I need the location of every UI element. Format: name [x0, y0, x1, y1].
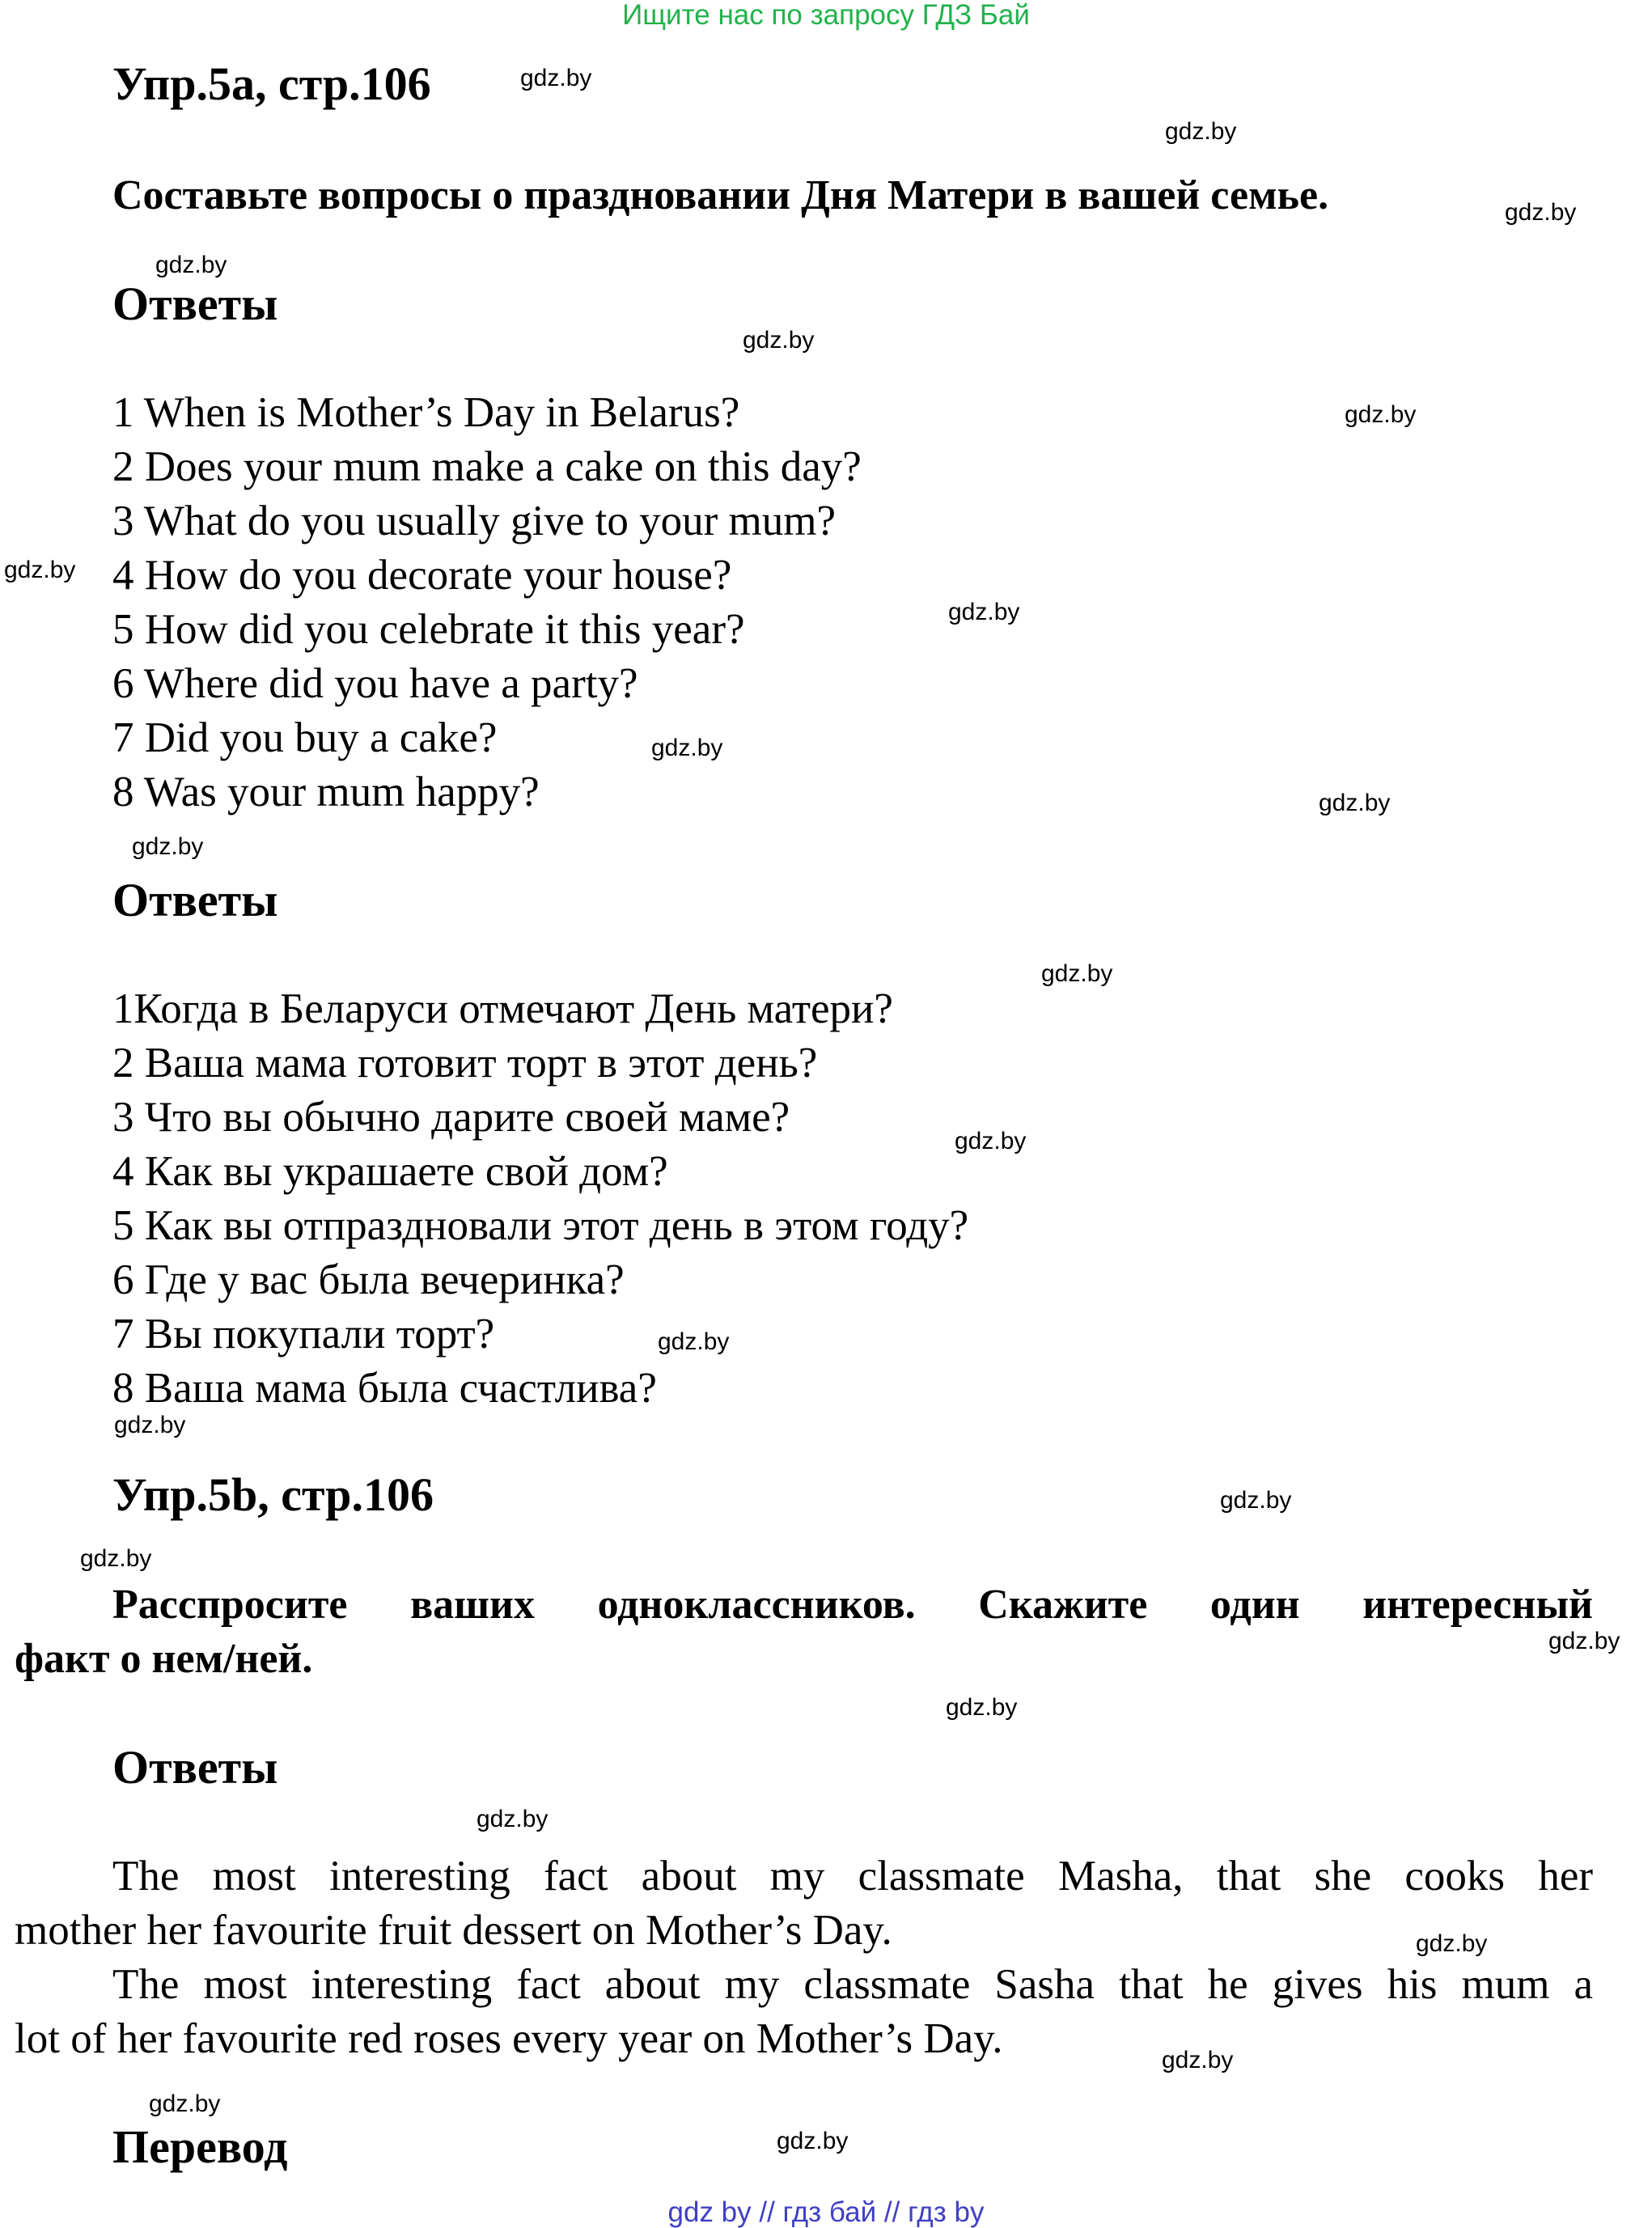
translation-line-1: 1Когда в Беларуси отмечают День матери? — [112, 985, 893, 1032]
exercise-5a-title: Упр.5a, стр.106 — [112, 57, 431, 110]
watermark: gdz.by — [149, 2090, 221, 2117]
answer-line-1: 1 When is Mother’s Day in Belarus? — [112, 389, 740, 436]
exercise-5b-title: Упр.5b, стр.106 — [112, 1468, 434, 1521]
translation-line-8: 8 Ваша мама была счастлива? — [112, 1365, 657, 1412]
watermark: gdz.by — [80, 1545, 152, 1572]
watermark: gdz.by — [4, 557, 76, 583]
translation-line-5: 5 Как вы отпраздновали этот день в этом году? — [112, 1202, 969, 1249]
exercise-5b-instruction-line-2: факт о нем/ней. — [15, 1636, 313, 1682]
paragraph-2-line-1: The most interesting fact about my classmate Sasha that he gives his mum a — [112, 1961, 1593, 2008]
answer-line-6: 6 Where did you have a party? — [112, 660, 638, 707]
watermark: gdz.by — [1345, 401, 1417, 428]
translation-line-7: 7 Вы покупали торт? — [112, 1311, 495, 1358]
answer-line-2: 2 Does your mum make a cake on this day? — [112, 443, 862, 490]
translation-line-6: 6 Где у вас была вечеринка? — [112, 1256, 625, 1303]
watermark: gdz.by — [1165, 118, 1237, 145]
watermark: gdz.by — [477, 1806, 549, 1832]
watermark: gdz.by — [651, 735, 723, 761]
exercise-5a-instruction: Составьте вопросы о праздновании Дня Матери в вашей семье. — [112, 172, 1329, 218]
paragraph-1-line-1: The most interesting fact about my classmate Masha, that she cooks her — [112, 1853, 1593, 1900]
watermark: gdz.by — [1505, 199, 1577, 226]
watermark: gdz.by — [658, 1328, 730, 1355]
watermark: gdz.by — [955, 1128, 1027, 1154]
answer-line-5: 5 How did you celebrate it this year? — [112, 606, 745, 653]
translation-line-2: 2 Ваша мама готовит торт в этот день? — [112, 1040, 818, 1086]
answers-heading: Ответы — [112, 277, 278, 330]
translation-heading-5b: Перевод — [112, 2120, 288, 2173]
watermark: gdz.by — [155, 252, 227, 278]
watermark: gdz.by — [948, 599, 1020, 625]
exercise-5b-instruction-line-1: Расспросите ваших одноклассников. Скажите один интересный — [112, 1582, 1593, 1628]
translation-line-3: 3 Что вы обычно дарите своей маме? — [112, 1094, 790, 1141]
watermark: gdz.by — [520, 65, 592, 91]
watermark: gdz.by — [1220, 1487, 1292, 1514]
bottom-banner[interactable]: gdz by // гдз бай // гдз by — [667, 2196, 985, 2228]
watermark: gdz.by — [1162, 2047, 1234, 2073]
answer-line-7: 7 Did you buy a cake? — [112, 714, 498, 761]
watermark: gdz.by — [132, 833, 204, 860]
answer-line-8: 8 Was your mum happy? — [112, 769, 540, 815]
watermark: gdz.by — [1416, 1930, 1488, 1957]
answer-line-4: 4 How do you decorate your house? — [112, 552, 732, 599]
watermark: gdz.by — [743, 327, 815, 354]
watermark: gdz.by — [1319, 790, 1391, 816]
answer-line-3: 3 What do you usually give to your mum? — [112, 498, 837, 544]
translation-heading: Ответы — [112, 874, 278, 926]
watermark: gdz.by — [1041, 960, 1113, 987]
watermark: gdz.by — [777, 2128, 849, 2154]
watermark: gdz.by — [946, 1694, 1018, 1721]
paragraph-1-line-2: mother her favourite fruit dessert on Mother’s Day. — [15, 1907, 892, 1954]
translation-line-4: 4 Как вы украшаете свой дом? — [112, 1148, 668, 1195]
watermark: gdz.by — [1548, 1628, 1620, 1654]
top-banner[interactable]: Ищите нас по запросу ГДЗ Бай — [622, 0, 1030, 31]
answers-heading-5b: Ответы — [112, 1741, 278, 1794]
paragraph-2-line-2: lot of her favourite red roses every year on Mother’s Day. — [15, 2015, 1003, 2062]
watermark: gdz.by — [114, 1412, 186, 1438]
